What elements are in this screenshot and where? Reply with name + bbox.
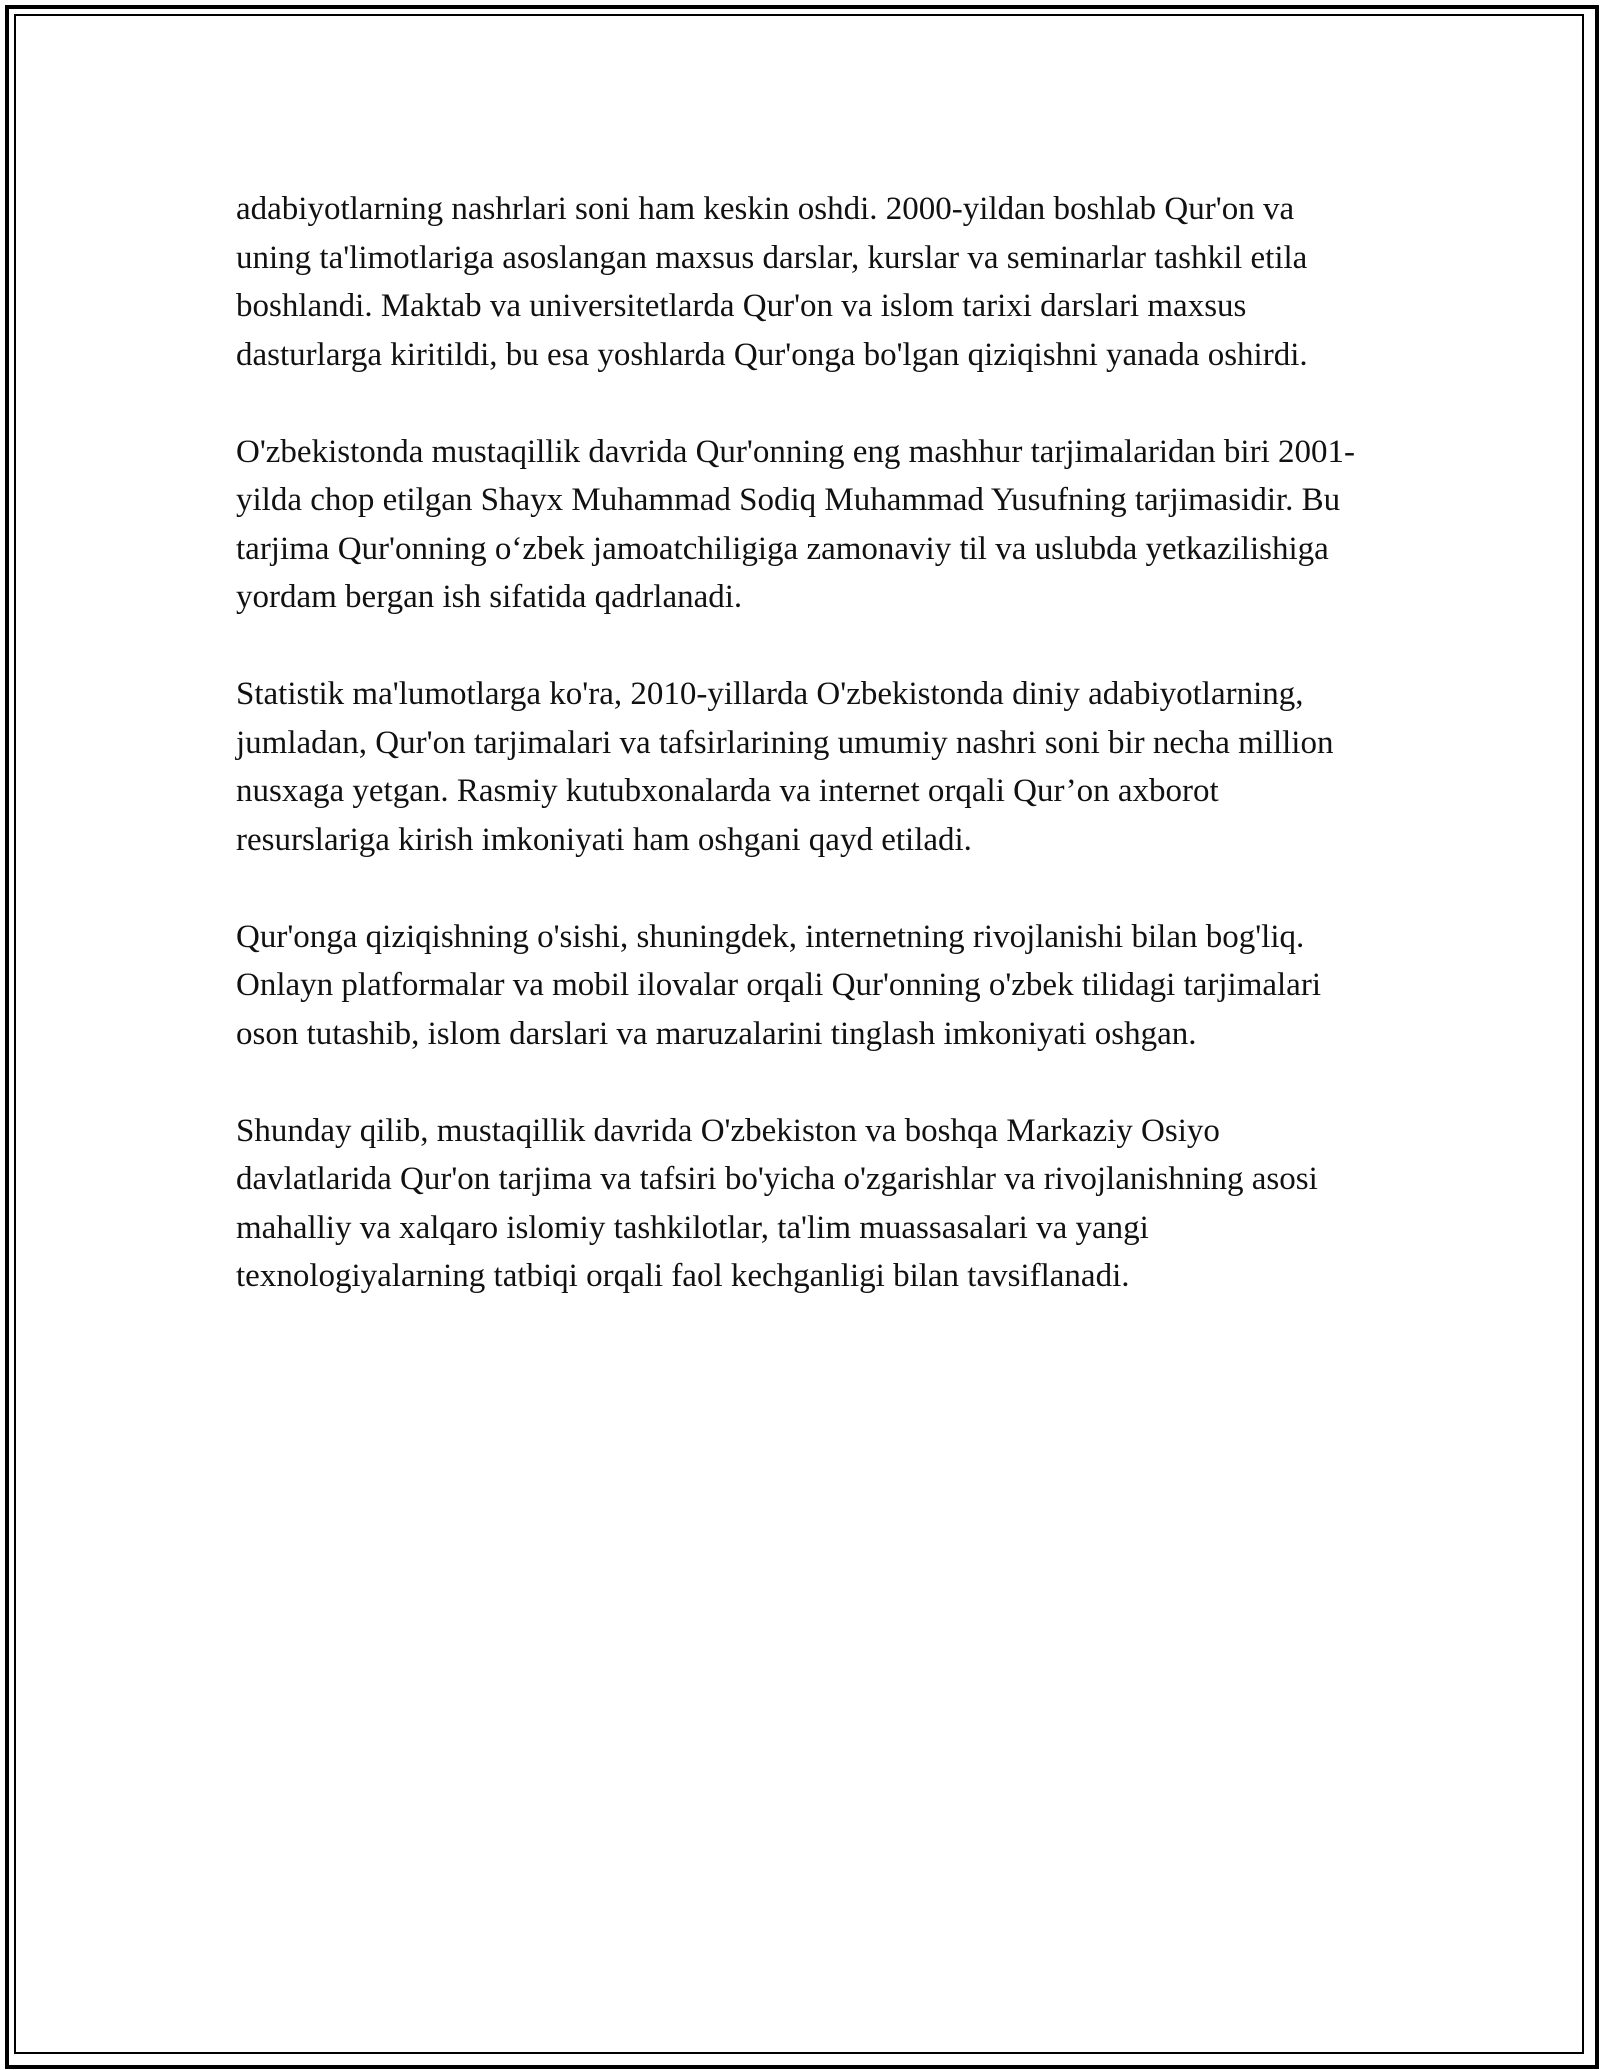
paragraph-1: adabiyotlarning nashrlari soni ham keskin oshdi. 2000-yildan boshlab Qur'on va uning ta'limotlariga asoslangan maxsus darslar, kurslar va seminarlar tashkil etila boshlandi. Maktab va universitetlarda Qur'on va islom tarixi darslari maxsus dasturlarga kiritildi, bu esa yoshlarda Qur'onga bo'lgan qiziqishni yanada oshirdi. <box>236 191 1308 373</box>
document-body <box>236 185 1366 1349</box>
paragraph-5: Shunday qilib, mustaqillik davrida O'zbekiston va boshqa Markaziy Osiyo davlatlarida Qur'on tarjima va tafsiri bo'yicha o'zgarishlar va rivojlanishning asosi mahalliy va xalqaro islomiy tashkilotlar, ta'lim muassasalari va yangi texnologiyalarning tatbiqi orqali faol kechganligi bilan tavsiflanadi. <box>236 1112 1318 1294</box>
paragraph-4: Qur'onga qiziqishning o'sishi, shuningdek, internetning rivojlanishi bilan bog'liq. Onlayn platformalar va mobil ilovalar orqali Qur'onning o'zbek tilidagi tarjimalari oson tutashib, islom darslari va maruzalarini tinglash imkoniyati oshgan. <box>236 918 1321 1052</box>
paragraph-3: Statistik ma'lumotlarga ko'ra, 2010-yillarda O'zbekistonda diniy adabiyotlarning, jumladan, Qur'on tarjimalari va tafsirlarining umumiy nashri soni bir necha million nusxaga yetgan. Rasmiy kutubxonalarda va internet orqali Qur’on axborot resurslariga kirish imkoniyati ham oshgani qayd etiladi. <box>236 676 1334 858</box>
paragraph-2: O'zbekistonda mustaqillik davrida Qur'onning eng mashhur tarjimalaridan biri 2001-yilda chop etilgan Shayx Muhammad Sodiq Muhammad Yusufning tarjimasidir. Bu tarjima Qur'onning o‘zbek jamoatchiligiga zamonaviy til va uslubda yetkazilishiga yordam bergan ish sifatida qadrlanadi. <box>236 433 1355 615</box>
